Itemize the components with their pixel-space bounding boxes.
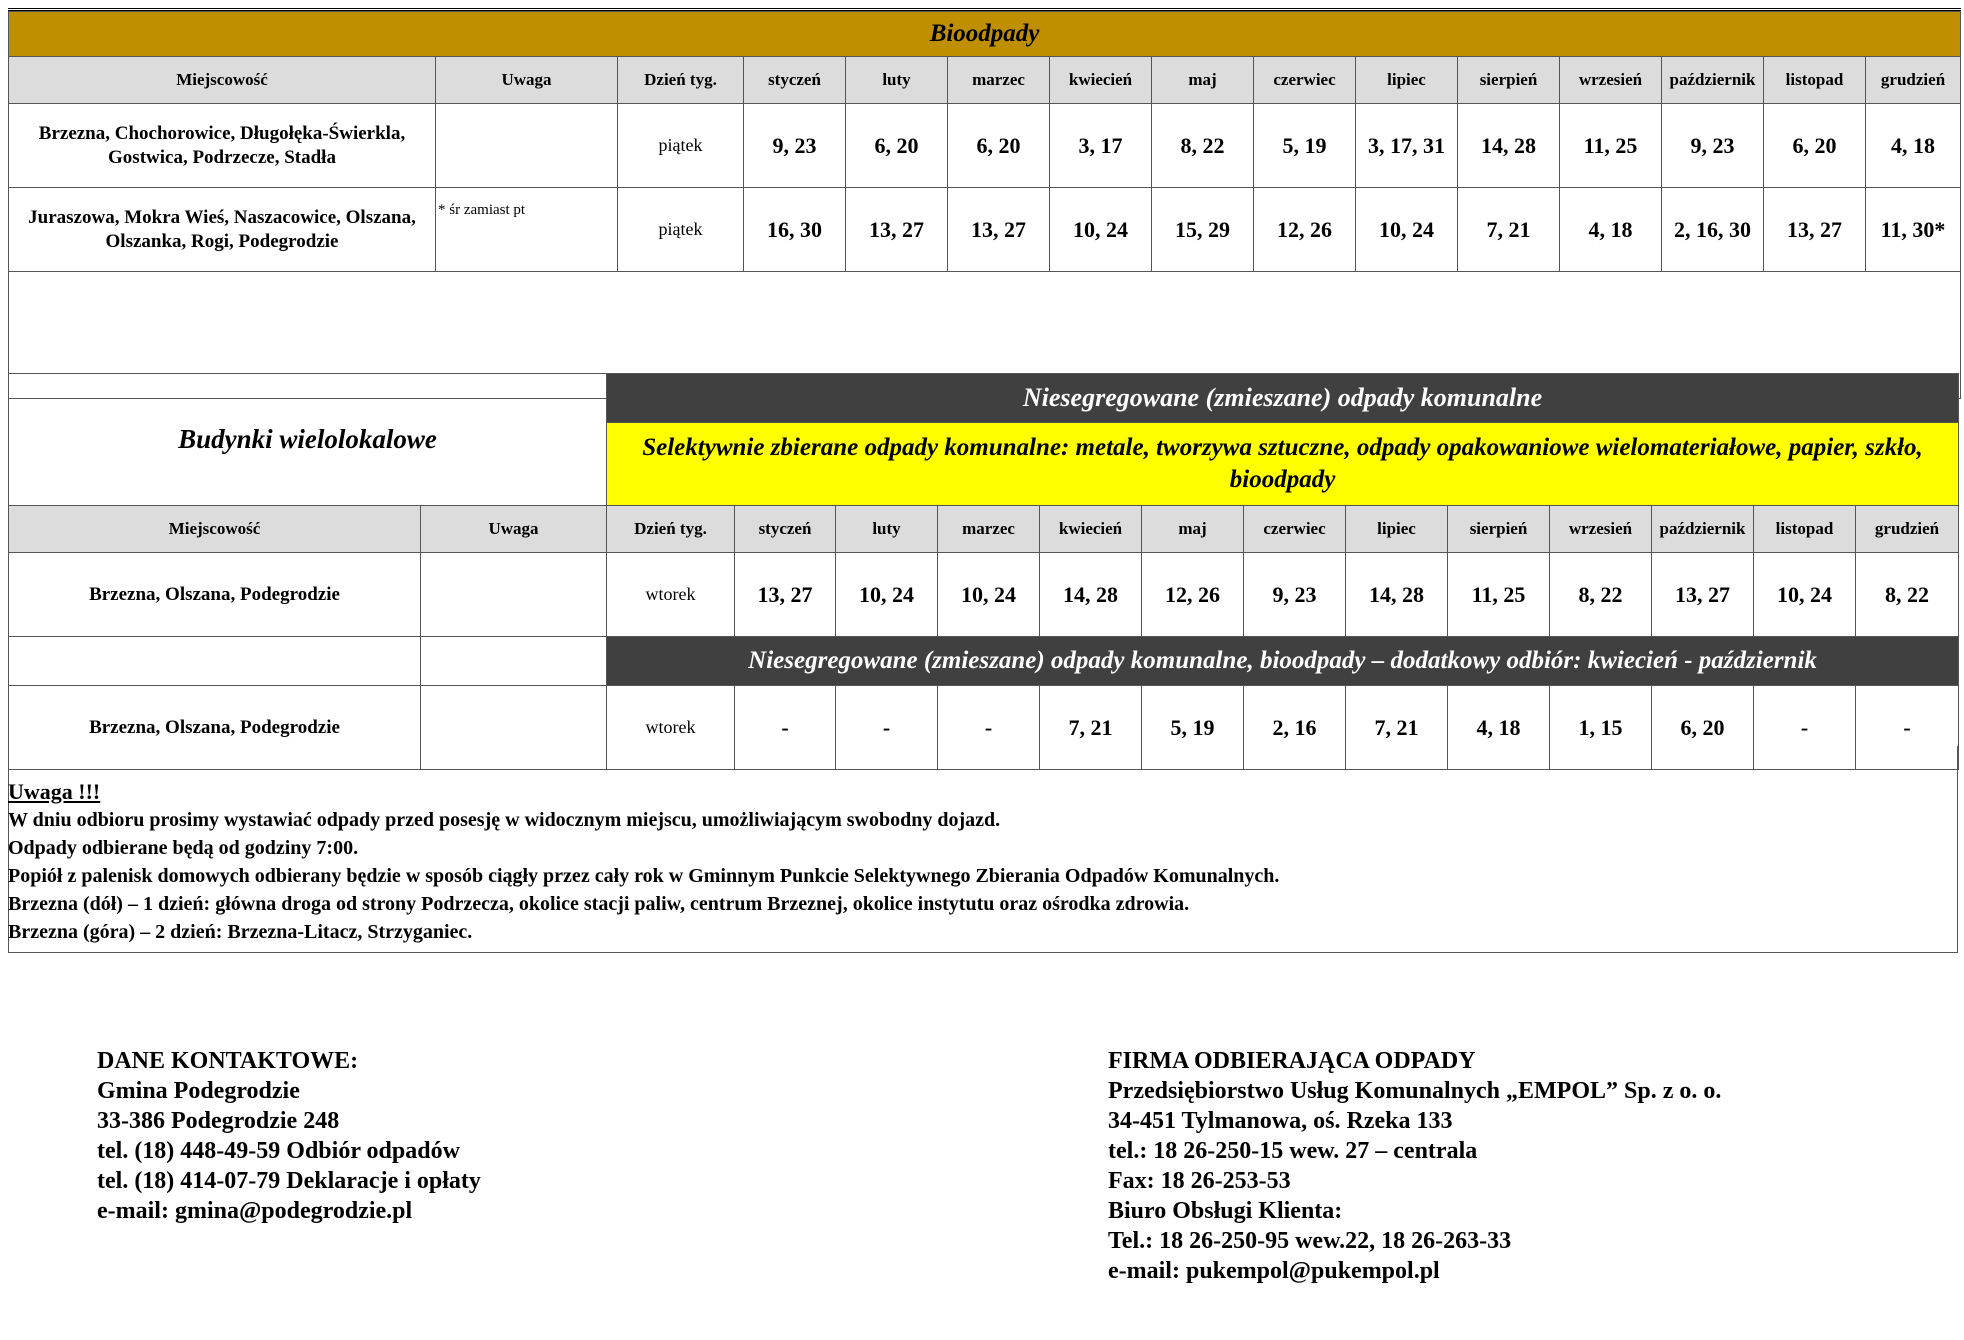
date-cell: 3, 17 <box>1050 104 1152 188</box>
date-cell: - <box>836 686 938 770</box>
row-note: * śr zamiast pt <box>436 188 618 272</box>
date-cell: 14, 28 <box>1346 553 1448 637</box>
col-month: wrzesień <box>1550 506 1652 553</box>
col-month: luty <box>846 57 948 104</box>
date-cell: 4, 18 <box>1448 686 1550 770</box>
date-cell: 13, 27 <box>1652 553 1754 637</box>
date-cell: 14, 28 <box>1040 553 1142 637</box>
note-line: Popiół z palenisk domowych odbierany będzie w sposób ciągły przez cały rok w Gminnym Punkcie Selektywnego Zbierania Odpadów Komunalnych. <box>8 865 1280 887</box>
contact-line: FIRMA ODBIERAJĄCA ODPADY <box>1108 1048 1476 1074</box>
row-location: Juraszowa, Mokra Wieś, Naszacowice, Olszana, Olszanka, Rogi, Podegrodzie <box>9 188 436 272</box>
col-month: październik <box>1662 57 1764 104</box>
date-cell: 13, 27 <box>948 188 1050 272</box>
col-month: wrzesień <box>1560 57 1662 104</box>
empty-cell <box>421 637 607 686</box>
date-cell: 7, 21 <box>1346 686 1448 770</box>
date-cell: 7, 21 <box>1040 686 1142 770</box>
col-month: listopad <box>1764 57 1866 104</box>
date-cell: 13, 27 <box>1764 188 1866 272</box>
contact-line: Biuro Obsługi Klienta: <box>1108 1198 1343 1224</box>
row-location: Brzezna, Olszana, Podegrodzie <box>9 553 421 637</box>
bio-table-wrapper <box>8 8 1961 399</box>
col-month: czerwiec <box>1254 57 1356 104</box>
selective-waste-title: Selektywnie zbierane odpady komunalne: metale, tworzywa sztuczne, odpady opakowaniowe wielomateriałowe, papier, szkło, bioodpady <box>607 423 1959 506</box>
bio-table <box>8 11 1961 399</box>
mixed-waste-title: Niesegregowane (zmieszane) odpady komunalne <box>607 374 1959 423</box>
row-day: piątek <box>618 104 744 188</box>
col-month: maj <box>1152 57 1254 104</box>
col-month: styczeń <box>735 506 836 553</box>
date-cell: 5, 19 <box>1142 686 1244 770</box>
bio-header-row <box>9 57 1961 104</box>
date-cell: 8, 22 <box>1152 104 1254 188</box>
col-month: styczeń <box>744 57 846 104</box>
date-cell: 9, 23 <box>1244 553 1346 637</box>
col-location: Miejscowość <box>9 506 421 553</box>
multi-table <box>8 373 1959 770</box>
date-cell: 11, 25 <box>1560 104 1662 188</box>
date-cell: - <box>1754 686 1856 770</box>
col-month: sierpień <box>1458 57 1560 104</box>
row-note <box>436 104 618 188</box>
bio-title: Bioodpady <box>9 12 1961 57</box>
date-cell: 9, 23 <box>744 104 846 188</box>
date-cell: 6, 20 <box>846 104 948 188</box>
contact-line: e-mail: pukempol@pukempol.pl <box>1108 1258 1440 1284</box>
date-cell: 14, 28 <box>1458 104 1560 188</box>
date-cell: 4, 18 <box>1866 104 1961 188</box>
date-cell: 13, 27 <box>735 553 836 637</box>
date-cell: 2, 16, 30 <box>1662 188 1764 272</box>
date-cell: 8, 22 <box>1856 553 1959 637</box>
col-month: kwiecień <box>1050 57 1152 104</box>
date-cell: 6, 20 <box>1652 686 1754 770</box>
date-cell: 3, 17, 31 <box>1356 104 1458 188</box>
contact-line: tel. (18) 448-49-59 Odbiór odpadów <box>97 1138 460 1164</box>
contact-line: Fax: 18 26-253-53 <box>1108 1168 1291 1194</box>
date-cell: 6, 20 <box>948 104 1050 188</box>
date-cell: 12, 26 <box>1254 188 1356 272</box>
multi-header-row <box>9 506 1959 553</box>
col-note: Uwaga <box>436 57 618 104</box>
multi-title: Budynki wielolokalowe <box>9 374 607 506</box>
row-location: Brzezna, Olszana, Podegrodzie <box>9 686 421 770</box>
row-note <box>421 553 607 637</box>
notes-heading: Uwaga !!! <box>8 779 101 804</box>
col-month: maj <box>1142 506 1244 553</box>
col-day: Dzień tyg. <box>607 506 735 553</box>
date-cell: 7, 21 <box>1458 188 1560 272</box>
col-month: czerwiec <box>1244 506 1346 553</box>
contact-line: Przedsiębiorstwo Usług Komunalnych „EMPOL” Sp. z o. o. <box>1108 1078 1722 1104</box>
date-cell: 8, 22 <box>1550 553 1652 637</box>
col-location: Miejscowość <box>9 57 436 104</box>
date-cell: 16, 30 <box>744 188 846 272</box>
col-month: sierpień <box>1448 506 1550 553</box>
date-cell: 11, 30* <box>1866 188 1961 272</box>
col-month: lipiec <box>1346 506 1448 553</box>
contact-line: tel.: 18 26-250-15 wew. 27 – centrala <box>1108 1138 1478 1164</box>
col-month: grudzień <box>1856 506 1959 553</box>
contact-line: tel. (18) 414-07-79 Deklaracje i opłaty <box>97 1168 481 1194</box>
contact-company <box>1108 1046 1721 1286</box>
note-line: Brzezna (góra) – 2 dzień: Brzezna-Litacz, Strzyganiec. <box>8 921 473 943</box>
note-line: Odpady odbierane będą od godziny 7:00. <box>8 837 359 859</box>
contact-line: 34-451 Tylmanowa, oś. Rzeka 133 <box>1108 1108 1453 1134</box>
col-month: marzec <box>948 57 1050 104</box>
col-month: listopad <box>1754 506 1856 553</box>
col-day: Dzień tyg. <box>618 57 744 104</box>
empty-cell <box>9 637 421 686</box>
row-day: piątek <box>618 188 744 272</box>
date-cell: 10, 24 <box>1754 553 1856 637</box>
date-cell: 4, 18 <box>1560 188 1662 272</box>
date-cell: 11, 25 <box>1448 553 1550 637</box>
table-row <box>9 188 1961 272</box>
extra-pickup-title: Niesegregowane (zmieszane) odpady komunalne, bioodpady – dodatkowy odbiór: kwiecień - październik <box>607 637 1959 686</box>
row-day: wtorek <box>607 553 735 637</box>
contact-line: 33-386 Podegrodzie 248 <box>97 1108 340 1134</box>
date-cell: - <box>938 686 1040 770</box>
col-note: Uwaga <box>421 506 607 553</box>
date-cell: 1, 15 <box>1550 686 1652 770</box>
date-cell: 10, 24 <box>1050 188 1152 272</box>
date-cell: - <box>1856 686 1959 770</box>
notes-section <box>8 778 1279 946</box>
contact-municipality <box>97 1046 481 1226</box>
col-month: październik <box>1652 506 1754 553</box>
date-cell: 15, 29 <box>1152 188 1254 272</box>
contact-line: e-mail: gmina@podegrodzie.pl <box>97 1198 413 1224</box>
row-day: wtorek <box>607 686 735 770</box>
contact-line: DANE KONTAKTOWE: <box>97 1048 359 1074</box>
contact-line: Gmina Podegrodzie <box>97 1078 300 1104</box>
col-month: grudzień <box>1866 57 1961 104</box>
date-cell: 12, 26 <box>1142 553 1244 637</box>
table-row <box>9 104 1961 188</box>
col-month: lipiec <box>1356 57 1458 104</box>
col-month: marzec <box>938 506 1040 553</box>
date-cell: - <box>735 686 836 770</box>
col-month: luty <box>836 506 938 553</box>
row-location: Brzezna, Chochorowice, Długołęka-Świerkla, Gostwica, Podrzecze, Stadła <box>9 104 436 188</box>
date-cell: 10, 24 <box>836 553 938 637</box>
table-row <box>9 553 1959 637</box>
date-cell: 5, 19 <box>1254 104 1356 188</box>
multi-table-wrapper <box>8 373 1959 770</box>
date-cell: 13, 27 <box>846 188 948 272</box>
date-cell: 9, 23 <box>1662 104 1764 188</box>
note-line: Brzezna (dół) – 1 dzień: główna droga od strony Podrzecza, okolice stacji paliw, centrum Brzeznej, okolice instytutu oraz ośrodka zdrowia. <box>8 893 1190 915</box>
note-line: W dniu odbioru prosimy wystawiać odpady przed posesję w widocznym miejscu, umożliwiającym swobodny dojazd. <box>8 809 1001 831</box>
date-cell: 10, 24 <box>1356 188 1458 272</box>
col-month: kwiecień <box>1040 506 1142 553</box>
date-cell: 6, 20 <box>1764 104 1866 188</box>
contact-line: Tel.: 18 26-250-95 wew.22, 18 26-263-33 <box>1108 1228 1512 1254</box>
date-cell: 10, 24 <box>938 553 1040 637</box>
date-cell: 2, 16 <box>1244 686 1346 770</box>
